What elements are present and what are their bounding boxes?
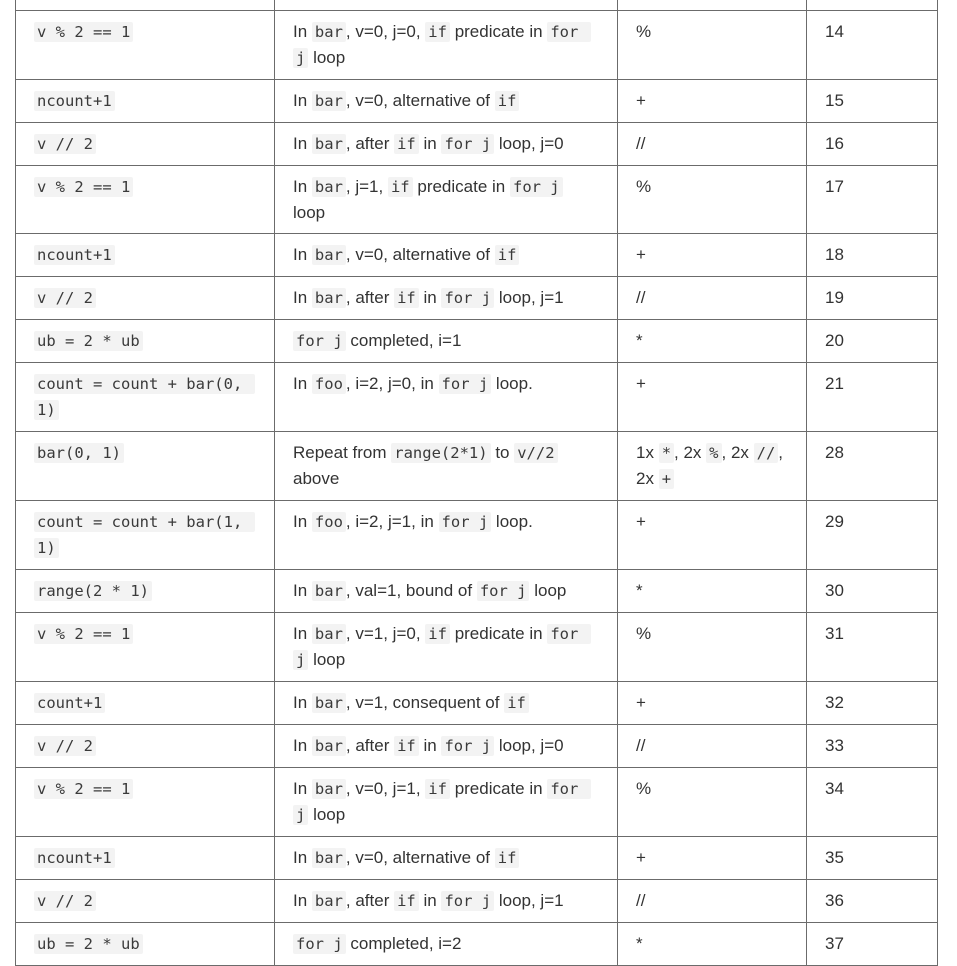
operation-count: 15: [825, 91, 844, 110]
description-text: In: [293, 736, 312, 755]
operator-text: 1x: [636, 443, 659, 462]
description-text: , after: [345, 891, 395, 910]
description-cell: [275, 768, 618, 837]
description-text: In: [293, 848, 312, 867]
operation-count: 16: [825, 134, 844, 153]
expression-code: count+1: [34, 693, 105, 713]
operator-text: //: [636, 736, 646, 755]
expression-code: count = count + bar(0, 1): [34, 374, 255, 420]
operation-count-cell: [807, 277, 938, 320]
description-text: , after: [345, 134, 395, 153]
description-code: bar: [312, 693, 346, 713]
operator-cell: [618, 277, 807, 320]
expression-code: ncount+1: [34, 91, 115, 111]
description-text: loop: [308, 48, 346, 67]
description-text: to: [490, 443, 515, 462]
expression-cell: [16, 432, 275, 501]
table-row: [16, 11, 938, 80]
description-code: if: [495, 91, 520, 111]
description-text: loop: [293, 177, 568, 222]
operator-text: +: [636, 245, 646, 264]
description-text: In: [293, 374, 312, 393]
description-cell: [275, 923, 618, 966]
operator-text: *: [636, 581, 643, 600]
description-text: loop, j=1: [494, 891, 564, 910]
description-cell: [275, 880, 618, 923]
description-code: bar: [312, 848, 346, 868]
table-row: [16, 277, 938, 320]
description-text: predicate in: [412, 177, 510, 196]
operator-cell: [618, 725, 807, 768]
description-text: , v=0, alternative of: [345, 91, 495, 110]
description-text: In: [293, 22, 312, 41]
description-code: bar: [312, 245, 346, 265]
description-cell: [275, 123, 618, 166]
description-text: , v=1, consequent of: [345, 693, 505, 712]
description-code: if: [425, 624, 450, 644]
table-row: [16, 768, 938, 837]
description-cell: [275, 166, 618, 234]
operator-text: , 2x: [636, 443, 788, 488]
expression-code: v // 2: [34, 891, 96, 911]
expression-code: v % 2 == 1: [34, 177, 133, 197]
expression-code: v % 2 == 1: [34, 779, 133, 799]
description-code: if: [394, 288, 419, 308]
description-code: range(2*1): [391, 443, 490, 463]
description-cell: [275, 320, 618, 363]
description-text: , after: [345, 288, 395, 307]
operator-cell: [618, 837, 807, 880]
description-code: if: [394, 134, 419, 154]
operation-count: 36: [825, 891, 844, 910]
operation-count: 31: [825, 624, 844, 643]
description-text: above: [293, 443, 563, 488]
expression-cell: [16, 501, 275, 570]
operator-code: *: [659, 443, 674, 463]
description-text: In: [293, 134, 312, 153]
description-code: if: [394, 736, 419, 756]
operation-count-cell: [807, 363, 938, 432]
operation-count-cell: [807, 234, 938, 277]
table-row: [16, 363, 938, 432]
expression-code: ncount+1: [34, 848, 115, 868]
operator-cell: [618, 501, 807, 570]
description-text: In: [293, 624, 312, 643]
operation-count-cell: [807, 166, 938, 234]
description-text: , v=0, j=0,: [345, 22, 426, 41]
description-text: , i=2, j=0, in: [345, 374, 439, 393]
table-row: [16, 320, 938, 363]
table-row: [16, 432, 938, 501]
description-text: completed, i=1: [345, 331, 462, 350]
description-text: , v=0, j=1,: [345, 779, 426, 798]
description-code: for j: [293, 624, 591, 670]
operator-code: //: [754, 443, 779, 463]
description-code: bar: [312, 134, 346, 154]
description-code: if: [495, 848, 520, 868]
description-text: completed, i=2: [345, 934, 462, 953]
operation-count: 19: [825, 288, 844, 307]
operation-count-cell: [807, 501, 938, 570]
description-cell: [275, 613, 618, 682]
description-code: bar: [312, 736, 346, 756]
description-text: In: [293, 891, 312, 910]
operation-count-cell: [807, 837, 938, 880]
table-row: [16, 837, 938, 880]
description-code: for j: [293, 331, 346, 351]
operator-cell: [618, 682, 807, 725]
description-cell: [275, 11, 618, 80]
table-row: [16, 166, 938, 234]
operation-count: 33: [825, 736, 844, 755]
operation-count-cell: [807, 768, 938, 837]
operation-count: 28: [825, 443, 844, 462]
operator-text: +: [636, 693, 646, 712]
description-code: for j: [439, 374, 492, 394]
description-cell: [275, 501, 618, 570]
description-cell: [275, 837, 618, 880]
operation-count-cell: [807, 613, 938, 682]
description-code: bar: [312, 624, 346, 644]
description-text: , j=1,: [345, 177, 388, 196]
table-row: [16, 0, 938, 11]
operation-count: 29: [825, 512, 844, 531]
operation-count-cell: [807, 725, 938, 768]
expression-cell: [16, 80, 275, 123]
description-code: bar: [312, 177, 346, 197]
operator-code: %: [706, 443, 721, 463]
operator-text: +: [636, 512, 646, 531]
expression-code: ub = 2 * ub: [34, 934, 143, 954]
description-text: , v=0, alternative of: [345, 848, 495, 867]
description-text: loop.: [491, 512, 533, 531]
expression-code: v // 2: [34, 134, 96, 154]
expression-cell: [16, 613, 275, 682]
operator-text: +: [636, 848, 646, 867]
operation-count-cell: [807, 432, 938, 501]
description-cell: [275, 432, 618, 501]
expression-code: bar(0, 1): [34, 443, 124, 463]
description-code: bar: [312, 91, 346, 111]
expression-cell: [16, 123, 275, 166]
description-cell: [275, 80, 618, 123]
description-text: loop: [529, 581, 567, 600]
description-text: loop.: [491, 374, 533, 393]
description-text: loop, j=1: [494, 288, 564, 307]
operation-count-cell: [807, 570, 938, 613]
operation-count-cell: [807, 123, 938, 166]
description-code: if: [394, 891, 419, 911]
description-text: loop, j=0: [494, 736, 564, 755]
operator-text: +: [636, 374, 646, 393]
description-code: bar: [312, 779, 346, 799]
operator-cell: [618, 320, 807, 363]
description-text: In: [293, 177, 312, 196]
operation-trace-table: [15, 0, 938, 966]
description-text: In: [293, 779, 312, 798]
operator-cell: [618, 923, 807, 966]
table-row: [16, 880, 938, 923]
operator-cell: [618, 166, 807, 234]
table-row: [16, 123, 938, 166]
expression-cell: [16, 11, 275, 80]
description-code: if: [425, 779, 450, 799]
operation-count: 18: [825, 245, 844, 264]
description-text: in: [418, 736, 442, 755]
expression-cell: [16, 768, 275, 837]
description-text: in: [418, 288, 442, 307]
operator-cell: [618, 123, 807, 166]
description-text: In: [293, 288, 312, 307]
description-code: for j: [441, 288, 494, 308]
description-text: in: [418, 134, 442, 153]
expression-cell: [16, 277, 275, 320]
table-row: [16, 570, 938, 613]
description-code: for j: [441, 134, 494, 154]
operation-count-cell: [807, 80, 938, 123]
table-row: [16, 923, 938, 966]
description-text: , after: [345, 736, 395, 755]
description-code: for j: [510, 177, 563, 197]
description-code: foo: [312, 512, 346, 532]
operator-text: //: [636, 891, 646, 910]
operation-count: 21: [825, 374, 844, 393]
operator-cell: [618, 432, 807, 501]
description-text: , val=1, bound of: [345, 581, 477, 600]
description-code: for j: [293, 22, 591, 68]
table-row: [16, 234, 938, 277]
table-row: [16, 682, 938, 725]
description-code: bar: [312, 288, 346, 308]
description-text: In: [293, 245, 312, 264]
operator-text: %: [636, 177, 652, 196]
description-cell: [275, 277, 618, 320]
description-text: predicate in: [449, 779, 548, 798]
expression-code: range(2 * 1): [34, 581, 152, 601]
operation-count: 37: [825, 934, 844, 953]
description-text: In: [293, 693, 312, 712]
description-text: , v=1, j=0,: [345, 624, 426, 643]
operator-cell: [618, 234, 807, 277]
description-text: Repeat from: [293, 443, 392, 462]
description-code: bar: [312, 891, 346, 911]
table-row: [16, 80, 938, 123]
expression-code: v % 2 == 1: [34, 624, 133, 644]
operator-text: //: [636, 288, 646, 307]
expression-cell: [16, 0, 275, 11]
description-text: , i=2, j=1, in: [345, 512, 439, 531]
operation-count: 20: [825, 331, 844, 350]
operator-cell: [618, 80, 807, 123]
operator-text: *: [636, 331, 643, 350]
description-code: bar: [312, 581, 346, 601]
description-code: v//2: [514, 443, 557, 463]
expression-code: v % 2 == 1: [34, 22, 133, 42]
description-text: In: [293, 581, 312, 600]
operator-text: //: [636, 134, 646, 153]
operator-text: %: [636, 779, 652, 798]
description-code: for j: [293, 934, 346, 954]
description-text: loop, j=0: [494, 134, 564, 153]
operation-count-cell: [807, 11, 938, 80]
operator-text: *: [636, 934, 643, 953]
operator-text: %: [636, 22, 652, 41]
operator-text: , 2x: [674, 443, 707, 462]
expression-code: v // 2: [34, 288, 96, 308]
description-text: predicate in: [449, 22, 548, 41]
description-cell: [275, 570, 618, 613]
description-text: , v=0, alternative of: [345, 245, 495, 264]
description-text: predicate in: [449, 624, 548, 643]
expression-cell: [16, 320, 275, 363]
description-code: if: [388, 177, 413, 197]
expression-cell: [16, 166, 275, 234]
description-cell: [275, 682, 618, 725]
description-code: for j: [441, 736, 494, 756]
operation-count: 17: [825, 177, 844, 196]
operator-text: , 2x: [721, 443, 754, 462]
operation-count: 32: [825, 693, 844, 712]
trace-table-body: [16, 0, 938, 966]
operator-cell: [618, 11, 807, 80]
expression-cell: [16, 234, 275, 277]
operation-count: 30: [825, 581, 844, 600]
description-text: loop: [308, 805, 346, 824]
description-text: In: [293, 512, 312, 531]
description-code: if: [425, 22, 450, 42]
description-cell: [275, 234, 618, 277]
operator-text: +: [636, 91, 646, 110]
expression-cell: [16, 880, 275, 923]
operation-count-cell: [807, 682, 938, 725]
expression-code: count = count + bar(1, 1): [34, 512, 255, 558]
expression-cell: [16, 682, 275, 725]
operation-count: 34: [825, 779, 844, 798]
operation-count: 35: [825, 848, 844, 867]
expression-cell: [16, 837, 275, 880]
description-cell: [275, 363, 618, 432]
operator-cell: [618, 613, 807, 682]
description-text: loop: [308, 650, 346, 669]
description-code: for j: [477, 581, 530, 601]
description-cell: [275, 725, 618, 768]
operation-count-cell: [807, 0, 938, 11]
expression-code: v // 2: [34, 736, 96, 756]
operator-cell: [618, 570, 807, 613]
operator-cell: [618, 880, 807, 923]
description-code: for j: [439, 512, 492, 532]
expression-cell: [16, 725, 275, 768]
operation-count-cell: [807, 320, 938, 363]
expression-cell: [16, 570, 275, 613]
description-code: if: [495, 245, 520, 265]
operator-cell: [618, 363, 807, 432]
operator-text: %: [636, 624, 652, 643]
description-code: if: [504, 693, 529, 713]
table-row: [16, 501, 938, 570]
description-text: In: [293, 91, 312, 110]
operator-code: +: [659, 469, 674, 489]
description-text: in: [418, 891, 442, 910]
description-code: foo: [312, 374, 346, 394]
operation-count-cell: [807, 880, 938, 923]
expression-code: ub = 2 * ub: [34, 331, 143, 351]
operation-count-cell: [807, 923, 938, 966]
operator-cell: [618, 0, 807, 11]
operation-count: 14: [825, 22, 844, 41]
expression-cell: [16, 363, 275, 432]
table-row: [16, 613, 938, 682]
operator-cell: [618, 768, 807, 837]
description-code: for j: [293, 779, 591, 825]
description-cell: [275, 0, 618, 11]
table-row: [16, 725, 938, 768]
description-code: bar: [312, 22, 346, 42]
expression-cell: [16, 923, 275, 966]
expression-code: ncount+1: [34, 245, 115, 265]
description-code: for j: [441, 891, 494, 911]
